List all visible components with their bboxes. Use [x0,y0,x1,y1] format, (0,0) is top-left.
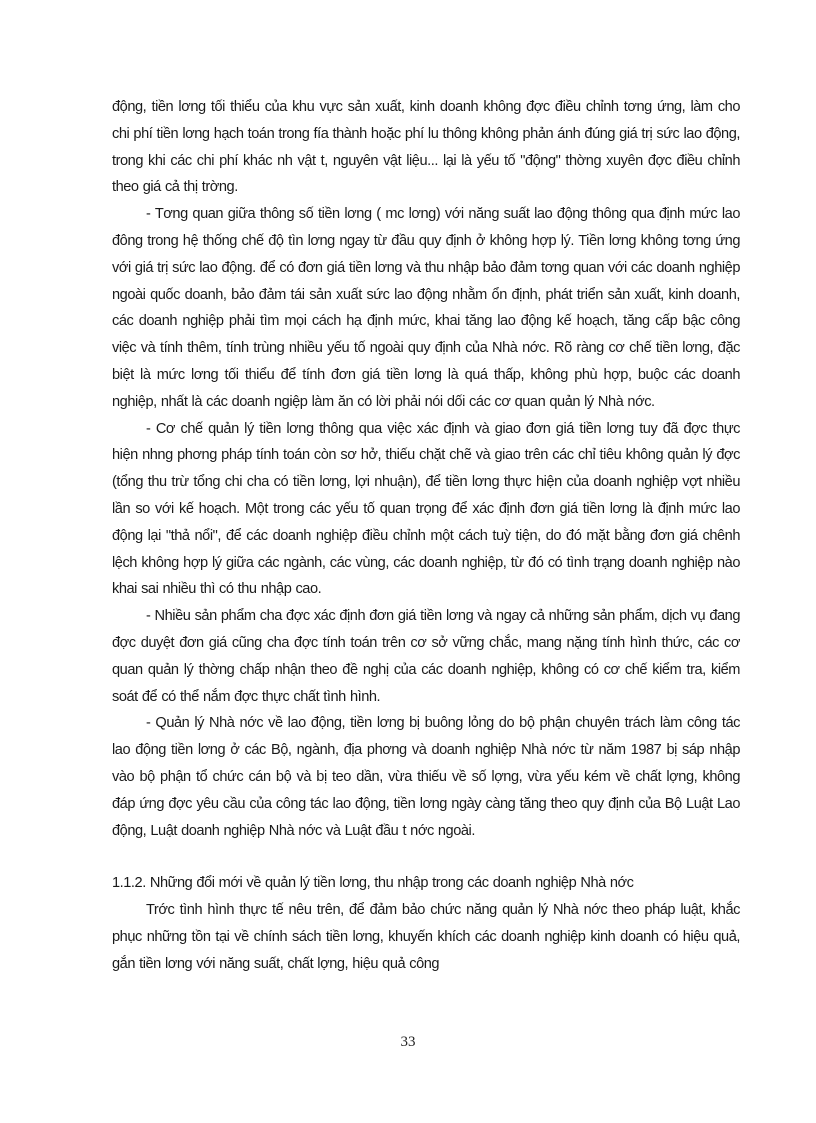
paragraph-reforms: Trớc tình hình thực tế nêu trên, để đảm bảo chức năng quản lý Nhà nớc theo pháp luật, khắc phục những tồn tại về chính sách tiền lơng, khuyến khích các doanh nghiệp kinh doanh có hiệu quả, gắn tiền lơng với năng suất, chất lợng, hiệu quả công [112,902,740,972]
paragraph-state-management: - Quản lý Nhà nớc về lao động, tiền lơng bị buông lỏng do bộ phận chuyên trách làm công tác lao động tiền lơng ở các Bộ, ngành, địa phơng và doanh nghiệp Nhà nớc từ năm 1987 bị sáp nhập vào bộ phận tổ chức cán bộ và bị teo dần, vừa thiếu về số lợng, vừa yếu kém về chất lợng, không đáp ứng đợc yêu cầu của công tác lao động, tiền lơng ngày càng tăng theo quy định của Bộ Luật Lao động, Luật doanh nghiệp Nhà nớc và Luật đầu t nớc ngoài. [112,715,740,839]
page-number: 33 [400,1034,416,1050]
page-body [112,94,740,978]
paragraph-wage-correlation: - Tơng quan giữa thông số tiền lơng ( mc lơng) với năng suất lao động thông qua định mức lao đông trong hệ thống chế độ tìn lơng ngay từ đầu quy định ở không hợp lý. Tiền lơng không tơng ứng với giá trị sức lao động. để có đơn giá tiền lơng và thu nhập bảo đảm tơng quan với các doanh nghiệp ngoài quốc doanh, bảo đảm tái sản xuất sức lao động nhằm ổn định, phát triển sản xuất, kinh doanh, các doanh nghiệp phải tìm mọi cách hạ định mức, khai tăng lao động kế hoạch, tăng cấp bậc công việc và tính thêm, tính trùng nhiều yếu tố ngoài quy định của Nhà nớc. Rõ ràng cơ chế tiền lơng, đặc biệt là mức lơng tối thiểu để tính đơn giá tiền lơng là quá thấp, không phù hợp, buộc các doanh nghiệp, nhất là các doanh ngiệp làm ăn có lời phải nói dối các cơ quan quản lý Nhà nớc. [112,206,740,410]
paragraph-continuation: động, tiền lơng tối thiểu của khu vực sản xuất, kinh doanh không đợc điều chỉnh tơng ứng, làm cho chi phí tiền lơng hạch toán trong fía thành hoặc phí lu thông không phản ánh đúng giá trị sức lao động, trong khi các chi phí khác nh vật t, nguyên vật liệu... lại là yếu tố "động" thờng xuyên đợc điều chỉnh theo giá cả thị trờng. [112,99,740,196]
paragraph-wage-mechanism: - Cơ chế quản lý tiền lơng thông qua việc xác định và giao đơn giá tiền lơng tuy đã đợc thực hiện nhng phơng pháp tính toán còn sơ hở, thiếu chặt chẽ và giao trên các chỉ tiêu không quản lý đợc (tổng thu trừ tổng chi cha có tiền lơng, lợi nhuận), để tiền lơng thực hiện của doanh nghiệp vợt nhiều lần so với kế hoạch. Một trong các yếu tố quan trọng để xác định đơn giá tiền lơng là định mức lao động lại "thả nổi", để các doanh nghiệp điều chỉnh một cách tuỳ tiện, do đó mặt bằng đơn giá chênh lệch không hợp lý giữa các ngành, các vùng, các doanh nghiệp, từ đó có tình trạng doanh nghiệp nào khai sai nhiều thì có thu nhập cao. [112,420,740,598]
paragraph-unit-price: - Nhiều sản phẩm cha đợc xác định đơn giá tiền lơng và ngay cả những sản phẩm, dịch vụ đang đợc duyệt đơn giá cũng cha đợc tính toán trên cơ sở vững chắc, mang nặng tính hình thức, các cơ quan quản lý thờng chấp nhận theo đề nghị của các doanh nghiệp, không có cơ chế kiểm tra, kiểm soát để có thể nắm đợc thực chất tình hình. [112,608,740,705]
section-heading: 1.1.2. Những đổi mới về quản lý tiền lơng, thu nhập trong các doanh nghiệp Nhà nớc [112,875,634,892]
